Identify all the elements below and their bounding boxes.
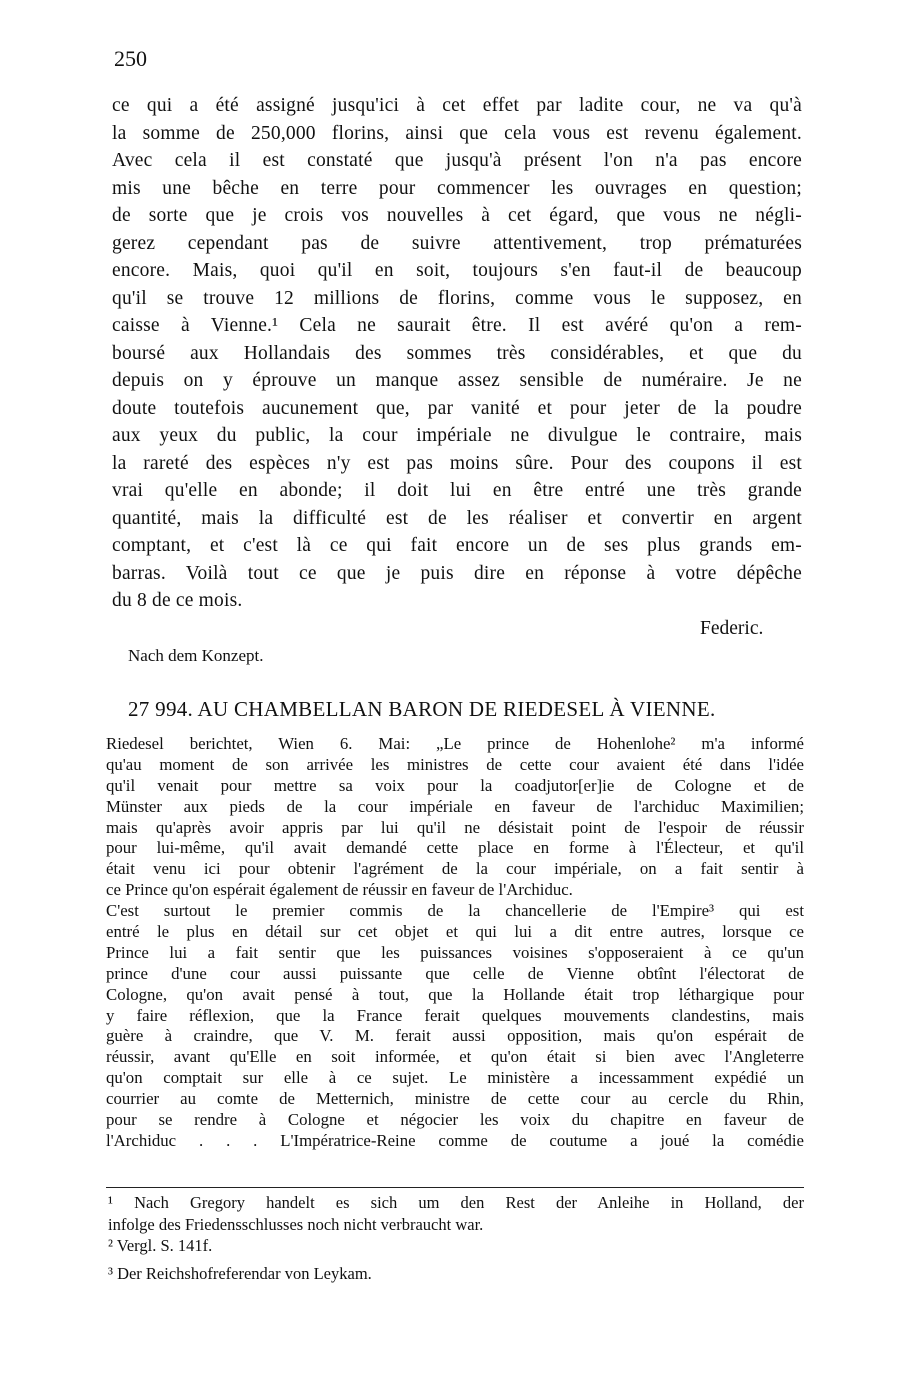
text-line: la somme de 250,000 florins, ainsi que cela vous est revenu également. [112, 122, 802, 144]
footnote-1: ¹ Nach Gregory handelt es sich um den Rest der Anleihe in Holland, der [108, 1193, 804, 1212]
text-line: vrai qu'elle en abonde; il doit lui en être entré une très grande [112, 480, 802, 501]
text-line: ce qui a été assigné jusqu'ici à cet effet par ladite cour, ne va qu'à [112, 95, 802, 116]
summary-line: réussir, avant qu'Elle en soit informée, et qu'on était si bien avec l'Angleterre [106, 1047, 804, 1067]
summary-line: Riedesel berichtet, Wien 6. Mai: „Le prince de Hohenlohe² m'a informé [106, 734, 804, 753]
summary-line: pour lui-même, qu'il avait demandé cette place en forme à l'Électeur, et qu'il [106, 838, 804, 858]
summary-line: qu'il venait pour mettre sa voix pour la coadjutor[er]ie de Cologne et de [106, 775, 804, 795]
main-text [112, 92, 802, 615]
summary-line: Münster aux pieds de la cour impériale en faveur de l'archiduc Maximilien; [106, 796, 804, 816]
footnote-1-continued: infolge des Friedensschlusses noch nicht verbraucht war. [108, 1214, 484, 1234]
text-line: aux yeux du public, la cour impériale ne divulgue le contraire, mais [112, 425, 802, 446]
summary-line: qu'on comptait sur elle à ce sujet. Le ministère a incessamment expédié un [106, 1068, 804, 1088]
summary-line: C'est surtout le premier commis de la chancellerie de l'Empire³ qui est [106, 901, 804, 921]
footnote-divider [106, 1187, 804, 1188]
signature: Federic. [700, 618, 764, 639]
summary-line: qu'au moment de son arrivée les ministres de cette cour avaient été dans l'idée [106, 754, 804, 774]
report-summary [106, 734, 804, 1152]
text-line: la rareté des espèces n'y est pas moins sûre. Pour des coupons il est [112, 452, 802, 474]
summary-line: pour se rendre à Cologne et négocier les voix du chapitre en faveur de [106, 1110, 804, 1130]
footnotes [108, 1192, 804, 1284]
text-line: doute toutefois aucunement que, par vanité et pour jeter de la poudre [112, 397, 802, 419]
summary-line: ce Prince qu'on espérait également de réussir en faveur de l'Archiduc. [106, 880, 573, 900]
text-line: mis une bêche en terre pour commencer les ouvrages en question; [112, 177, 802, 199]
summary-line: Cologne, qu'on avait pensé à tout, que la Hollande était trop léthargique pour [106, 984, 804, 1004]
summary-line: courrier au comte de Metternich, ministre de cette cour au cercle du Rhin, [106, 1089, 804, 1109]
summary-line: Prince lui a fait sentir que les puissances voisines s'opposeraient à ce qu'un [106, 942, 804, 962]
text-line: comptant, et c'est là ce qui fait encore un de ses plus grands em- [112, 535, 802, 556]
summary-line: entré le plus en détail sur cet objet et qui lui a dit entre autres, lorsque ce [106, 922, 804, 942]
summary-line: prince d'une cour aussi puissante que celle de Vienne obtînt l'électorat de [106, 963, 804, 983]
summary-line: guère à craindre, que V. M. ferait aussi opposition, mais qu'on espérait de [106, 1026, 804, 1046]
summary-line: l'Archiduc . . . L'Impératrice-Reine comme de coutume a joué la comédie [106, 1130, 804, 1150]
text-line: boursé aux Hollandais des sommes très considérables, et que du [112, 342, 802, 364]
text-line: quantité, mais la difficulté est de les réaliser et convertir en argent [112, 507, 802, 529]
text-line: barras. Voilà tout ce que je puis dire en réponse à votre dépêche [112, 562, 802, 584]
footnote-3: ³ Der Reichshofreferendar von Leykam. [108, 1263, 372, 1283]
summary-line: mais qu'après avoir appris par lui qu'il ne désistait point de l'espoir de réussir [106, 817, 804, 837]
summary-line: était venu ici pour obtenir l'agrément de la cour impériale, on a fait sentir à [106, 859, 804, 879]
summary-line: y faire réflexion, que la France ferait quelques mouvements clandestins, mais [106, 1005, 804, 1025]
text-line: encore. Mais, quoi qu'il en soit, toujours s'en faut-il de beaucoup [112, 260, 802, 281]
text-line: du 8 de ce mois. [112, 590, 243, 611]
text-line: caisse à Vienne.¹ Cela ne saurait être. Il est avéré qu'on a rem- [112, 315, 802, 336]
footnote-2: ² Vergl. S. 141f. [108, 1236, 213, 1255]
text-line: de sorte que je crois vos nouvelles à cet égard, que vous ne négli- [112, 205, 802, 226]
document-heading: 27 994. AU CHAMBELLAN BARON DE RIEDESEL À VIENNE. [128, 697, 716, 721]
text-line: Avec cela il est constaté que jusqu'à présent l'on n'a pas encore [112, 150, 802, 171]
page-number: 250 [114, 46, 147, 71]
text-line: qu'il se trouve 12 millions de florins, comme vous le supposez, en [112, 287, 802, 309]
source-note: Nach dem Konzept. [128, 646, 264, 665]
text-line: depuis on y éprouve un manque assez sensible de numéraire. Je ne [112, 370, 802, 391]
text-line: gerez cependant pas de suivre attentivement, trop prématurées [112, 232, 802, 254]
